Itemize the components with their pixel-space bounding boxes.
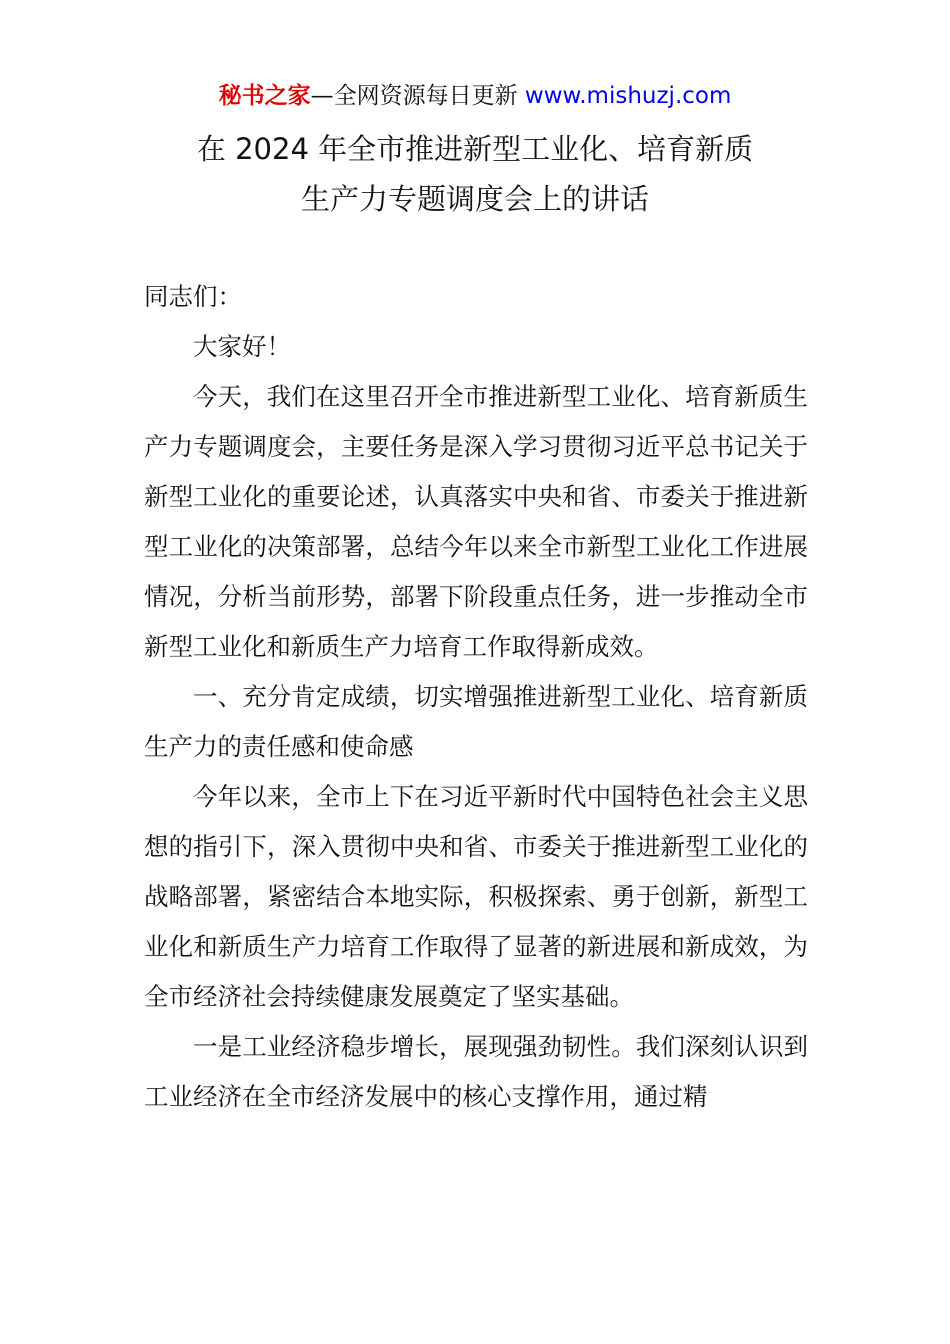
header-tagline: —全网资源每日更新	[310, 83, 525, 109]
title-line-2: 生产力专题调度会上的讲话	[300, 182, 649, 216]
section-heading-1: 一、充分肯定成绩，切实增强推进新型工业化、培育新质生产力的责任感和使命感	[144, 682, 808, 761]
greeting: 大家好！	[193, 332, 291, 361]
paragraph-intro: 今天，我们在这里召开全市推进新型工业化、培育新质生产力专题调度会，主要任务是深入学习贯彻习近平总书记关于新型工业化的重要论述，认真落实中央和省、市委关于推进新型工业化的决策部署，总结今年以来全市新型工业化工作进展情况，分析当前形势，部署下阶段重点任务，进一步推动全市新型工业化和新质生产力培育工作取得新成效。	[144, 382, 808, 661]
site-url-link[interactable]: www.mishuzj.com	[524, 83, 732, 109]
paragraph-point-1: 一是工业经济稳步增长，展现强劲韧性。我们深刻认识到工业经济在全市经济发展中的核心支撑作用，通过精	[144, 1032, 808, 1111]
salutation: 同志们：	[144, 282, 242, 311]
brand-name: 秘书之家	[218, 83, 311, 109]
site-header	[0, 78, 950, 114]
title-line-1: 在 2024 年全市推进新型工业化、培育新质	[196, 132, 754, 166]
document-title	[0, 124, 950, 224]
document-body	[144, 272, 808, 1122]
paragraph-achievements: 今年以来，全市上下在习近平新时代中国特色社会主义思想的指引下，深入贯彻中央和省、市委关于推进新型工业化的战略部署，紧密结合本地实际，积极探索、勇于创新，新型工业化和新质生产力培育工作取得了显著的新进展和新成效，为全市经济社会持续健康发展奠定了坚实基础。	[144, 782, 808, 1011]
